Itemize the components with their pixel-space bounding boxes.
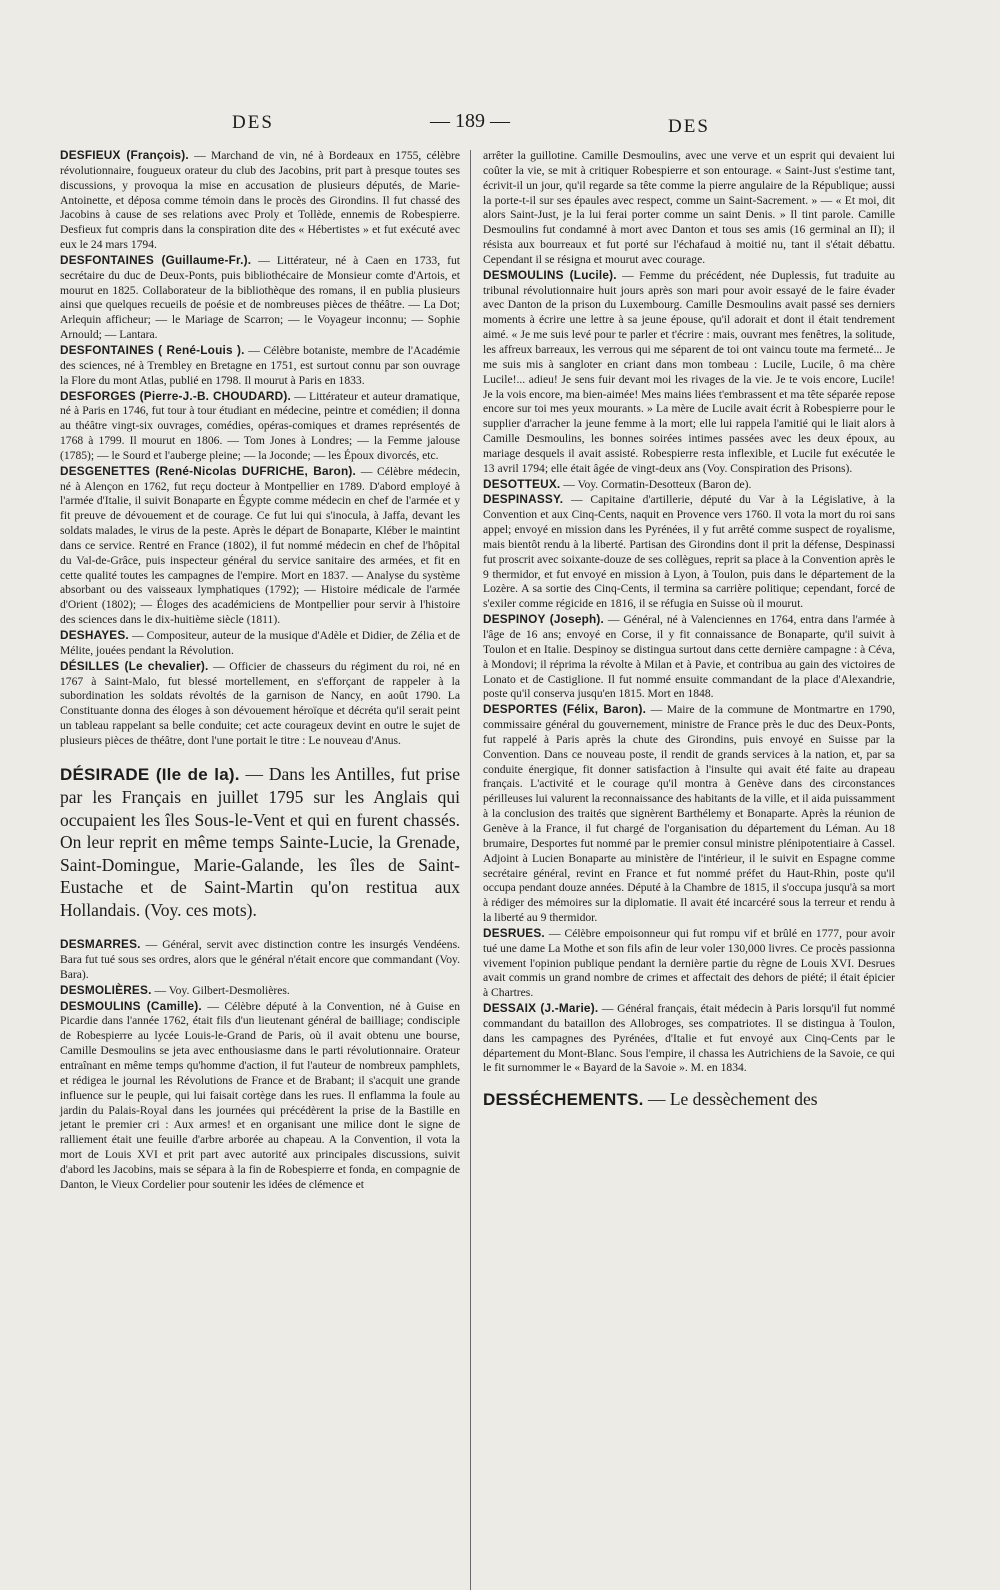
entry-body: — Général français, était médecin à Paris lorsqu'il fut nommé commandant du bataillon des Allobroges, ses compatriotes. Il se distingua à Toulon, dans les campagnes des Pyrénées, d'Italie et fut envoyé aux Cinq-Cents par le département du Mont-Blanc. Sous l'empire, il chassa les Autrichiens de la Savoie, ce qui le fit surnommer le « Bayard de la Savoie ». M. en 1834. xyxy=(483,1002,895,1075)
left-column xyxy=(60,148,460,1193)
entry-headword: DESMOLIÈRES. xyxy=(60,982,152,997)
running-head-right: DES xyxy=(668,116,710,137)
entry-headword: DESRUES. xyxy=(483,925,545,940)
entry-headword: DÉSILLES (Le chevalier). xyxy=(60,658,209,673)
entry-body: — Capitaine d'artillerie, député du Var à la Législative, à la Convention et aux Cinq-Cents, naquit en Provence vers 1760. Il vota la mort du roi sans appel; envoyé en mission dans les Pyrénées, il y fut arrêté comme suspect de royalisme, mais bientôt rendu à la liberté. Partisan des Girondins dont il prit la défense, Despinassi fut proscrit avec soixante-douze de ses collègues, reprit sa place à la Convention après le 9 thermidor, et fut envoyé en mission à Lyon, à Toulon, puis dans le département de la Lozère. A sa sortie des Cinq-Cents, il termina sa carrière politique; cependant, forcé de s'exiler comme régicide en 1816, il se réfugia en Suisse où il mourut. xyxy=(483,493,895,611)
dictionary-entry xyxy=(483,477,895,493)
entry-headword: DESSAIX (J.-Marie). xyxy=(483,1001,599,1016)
entry-headword: DESMOULINS (Lucile). xyxy=(483,267,617,282)
entry-headword: DESPINOY (Joseph). xyxy=(483,612,605,627)
entry-body: — Célèbre médecin, né à Alençon en 1762, fut reçu docteur à Montpellier en 1789. D'abord employé à l'armée d'Italie, il suivit Bonaparte en Égypte comme médecin en chef de l'armée et y fit preuve de dévouement et de courage. Ce fut lui qui s'inocula, à Jaffa, devant les soldats malades, le virus de la peste. Après le départ de Bonaparte, Kléber le maintint dans ce service. Rentré en France (1802), il fut nommé médecin en chef de l'hôpital du Val-de-Grâce, puis inspecteur général du service sanitaire des armées, et fit en cette qualité toutes les campagnes de l'empire. Mort en 1837. — Analyse du système absorbant ou des vaisseaux lymphatiques (1792); — Histoire médicale de l'armée d'Orient (1802); — Éloges des académiciens de Montpellier pour servir à l'histoire des sciences dans le dix-huitième siècle (1811). xyxy=(60,464,460,627)
entry-headword: DÉSIRADE (Ile de la). xyxy=(60,764,240,784)
entry-body: — Général, servit avec distinction contre les insurgés Vendéens. Bara fut tué sous ses ordres, alors que le général n'était encore que commandant (Voy. Bara). xyxy=(60,938,460,981)
dictionary-entry xyxy=(60,464,460,628)
entry-body: — Voy. Cormatin-Desotteux (Baron de). xyxy=(560,477,752,491)
dictionary-entry xyxy=(60,343,460,389)
entry-headword: DESGENETTES (René-Nicolas DUFRICHE, Baron). xyxy=(60,463,356,478)
right-column xyxy=(483,148,895,1111)
entry-body: — Compositeur, auteur de la musique d'Adèle et Didier, de Zélia et de Mélite, jouées pendant la Révolution. xyxy=(60,629,460,657)
dictionary-entry xyxy=(60,628,460,659)
entry-headword: DESOTTEUX. xyxy=(483,476,561,491)
dictionary-entry xyxy=(60,659,460,749)
entry-headword: DESHAYES. xyxy=(60,628,129,642)
entry-body: — Maire de la commune de Montmartre en 1790, commissaire général du gouvernement, ministre de France près le duc des Deux-Ponts, fut rappelé à Paris après la chute des Girondins, puis envoyé en Suisse par la Convention. Dans ce nouveau poste, il rendit de grands services à la nation, et, par sa conduite énergique, fit donner satisfaction à l'insulte qui avait été faite au drapeau français. L'activité et le courage qu'il montra à Genève dans des circonstances périlleuses lui valurent la reconnaissance des habitants de la ville, et il aida puissamment à la conclusion des traités que signèrent Barthélemy et Bonaparte. Après la réunion de Genève à la France, il fut chargé de l'organisation du département du Léman. Au 18 brumaire, Desportes fut nommé par le premier consul ministre plénipotentiaire à Cassel. Adjoint à Lucien Bonaparte au ministère de l'intérieur, il le suivit en Espagne comme secrétaire général, revint en France et fut nommé préfet du Haut-Rhin, poste qu'il occupa pendant douze années. Député à la Chambre de 1815, il s'occupa jusqu'à sa mort à rédiger des mémoires sur la diplomatie. Il avait été incarcéré sous la terreur et rendu à la liberté au 9 thermidor. xyxy=(483,703,895,925)
entry-headword: DESPINASSY. xyxy=(483,492,564,507)
dictionary-entry xyxy=(483,612,895,702)
running-head xyxy=(0,112,1000,142)
entry-headword: DESSÉCHEMENTS. xyxy=(483,1090,644,1110)
entry-body: — Célèbre empoisonneur qui fut rompu vif et brûlé en 1777, pour avoir tué une dame La Mothe et son fils afin de leur voler 130,000 livres. Ce procès passionna vivement l'opinion publique pendant la dernière partie du règne de Louis XVI. Desrues avait commis un grand nombre de crimes et affectait des dehors de piété; il était épicier à Chartres. xyxy=(483,926,895,1000)
dictionary-entry xyxy=(483,702,895,926)
entry-body: — Littérateur et auteur dramatique, né à Paris en 1746, fut tour à tour étudiant en médecine, peintre et comédien; il donna au théâtre vingt-six ouvrages, comédies, opéras-comiques et drames représentés de 1768 à 1799. Il mourut en 1806. — Tom Jones à Londres; — la Femme jalouse (1785); — le Sourd et l'auberge pleine; — la Joconde; — les Époux divorcés, etc. xyxy=(60,389,460,462)
dictionary-entry xyxy=(60,937,460,983)
entry-body: — Officier de chasseurs du régiment du roi, né en 1767 à Saint-Malo, fut blessé mortellement, en s'efforçant de rappeler à la subordination les soldats révoltés de la garnison de Nancy, en août 1790. La Constituante donna des éloges à son dévouement héroïque et décréta qu'il serait peint un tableau rappelant sa belle conduite; cet acte courageux devint en outre le sujet de plusieurs pièces de théâtre, dont l'une portait le titre : Le nouveau d'Anus. xyxy=(60,659,460,747)
dictionary-entry xyxy=(60,999,460,1193)
dictionary-entry xyxy=(483,492,895,612)
running-head-left: DES xyxy=(232,112,274,133)
entry-body: — Le dessèchement des xyxy=(643,1089,818,1110)
dictionary-entry xyxy=(483,148,895,268)
entry-headword: DESMOULINS (Camille). xyxy=(60,998,202,1013)
entry-body: — Célèbre député à la Convention, né à Guise en Picardie dans l'année 1762, était fils d'un lieutenant général de bailliage; condisciple de Robespierre au lycée Louis-le-Grand de Paris, où il avait obtenu une bourse, Camille Desmoulins se jeta avec enthousiasme dans le parti révolutionnaire. Orateur entraînant en même temps qu'homme d'action, il fut l'auteur de nombreux pamphlets, et rédigea le journal les Révolutions de France et de Brabant; il s'acquit une grande influence sur le peuple, qui lui faisait cortège dans les rues. Il enflamma la foule au jardin du Palais-Royal dans les journées qui précédèrent la prise de la Bastille en jetant le premier cri : Aux armes! et en organisant une milice dont le signe de ralliement était une feuille d'arbre arborée au chapeau. A la Convention, il vota la mort de Louis XVI et prit part avec autorité aux principales discussions, suivit d'abord les Jacobins, mais se sépara à la fin de Robespierre et fonda, en compagnie de Danton, le Vieux Cordelier pour soutenir les idées de clémence et xyxy=(60,999,461,1191)
entry-headword: DESFONTAINES ( René-Louis ). xyxy=(60,342,245,357)
dictionary-entry xyxy=(60,253,460,343)
dictionary-entry xyxy=(483,1001,895,1076)
dictionary-entry xyxy=(60,983,460,999)
entry-body: — Marchand de vin, né à Bordeaux en 1755, célèbre révolutionnaire, fougueux orateur du club des Jacobins, prit part à presque toutes ses discussions, y provoqua la mise en accusation de plusieurs députés, de Marie-Antoinette, et déposa comme témoin dans le procès des Girondins. Il fut chassé des Jacobins à cause de ses relations avec Proly et Tollède, ennemis de Robespierre. Desfieux fut compris dans la conspiration dite des « Hébertistes » et fut exécuté avec eux le 24 mars 1794. xyxy=(60,149,461,252)
entry-headword: DESMARRES. xyxy=(60,937,141,952)
entry-body: arrêter la guillotine. Camille Desmoulins, avec une verve et un esprit qui devaient lui coûter la vie, se mit à critiquer Robespierre et son entourage. « Saint-Just s'estime tant, écrivit-il un jour, qu'il regarde sa tête comme la pierre angulaire de la République; aussi la porte-t-il sur ses épaules avec respect, comme un Saint-Sacrement. » — « Et moi, dit alors Saint-Just, je la lui ferai porter comme un saint Denis. » Il tint parole. Camille Desmoulins fut condamné à mort avec Danton et tous ses amis (16 germinal an II); il résista aux bourreaux et fut porté sur l'échafaud à moitié nu, tant il s'était débattu. Cependant il se résigna et mourut avec courage. xyxy=(483,149,895,266)
page-number: — 189 — xyxy=(430,110,510,132)
entry-dessechements xyxy=(483,1088,895,1111)
entry-headword: DESFONTAINES (Guillaume-Fr.). xyxy=(60,252,252,267)
dictionary-entry xyxy=(483,926,895,1001)
column-divider xyxy=(470,150,471,1590)
entry-headword: DESPORTES (Félix, Baron). xyxy=(483,702,647,717)
entry-desirade xyxy=(60,763,460,922)
entry-body: — Littérateur, né à Caen en 1733, fut secrétaire du duc de Deux-Ponts, puis bibliothécaire de Monsieur comte d'Artois, et mourut en 1825. Collaborateur de la bibliothèque des romans, il en publia plusieurs ainsi que quelques recueils de poésie et de nombreuses pièces de théâtre. — La Dot; Arlequin afficheur; — le Mariage de Scarron; — le Voyageur inconnu; — Sophie Arnould; — Lantara. xyxy=(60,253,460,342)
entry-body: — Voy. Gilbert-Desmolières. xyxy=(151,983,290,997)
dictionary-entry xyxy=(60,389,460,464)
entry-body: — Célèbre botaniste, membre de l'Académie des sciences, né à Trembley en Bretagne en 1751, est surtout connu par son ouvrage la Flore du mont Atlas, publié en 1798. Il mourut à Paris en 1833. xyxy=(60,343,460,387)
entry-body: — Général, né à Valenciennes en 1764, entra dans l'armée à l'âge de 16 ans; envoyé en Corse, il y fit connaissance de Bonaparte, qu'il suivit à Toulon et en Italie. Despinoy se distingua surtout dans cette dernière campagne : à Céva, à Mondovi; il réprima la révolte à Milan et à Pavie, et contribua au gain des victoires de Lonato et de Castiglione. Il fut nommé ensuite commandant de la place d'Alexandrie, poste qu'il conserva jusqu'en 1815. Mort en 1848. xyxy=(483,613,896,701)
entry-body: — Dans les Antilles, fut prise par les Français en juillet 1795 sur les Anglais qui occupaient les îles Sous-le-Vent et qui en furent chassés. On leur reprit en même temps Sainte-Lucie, la Grenade, Saint-Domingue, Marie-Galande, les îles de Saint-Eustache et de Saint-Martin qu'on restitua aux Hollandais. (Voy. ces mots). xyxy=(60,763,460,920)
entry-headword: DESFORGES (Pierre-J.-B. CHOUDARD). xyxy=(60,388,291,403)
entry-headword: DESFIEUX (François). xyxy=(60,148,189,162)
entry-body: — Femme du précédent, née Duplessis, fut traduite au tribunal révolutionnaire huit jours après son mari pour avoir essayé de le faire évader avec Danton de la prison du Luxembourg. Camille Desmoulins avait passé ses derniers moments à écrire une lettre à sa jeune épouse, qu'il adorait et dont il était tendrement aimé. « Je me suis levé pour te parler et t'écrire : mais, ouvrant mes fenêtres, la solitude, les affreux barreaux, les verrous qui me séparent de toi ont vaincu toute ma fermeté... Je me suis mis à sangloter en criant dans mon tombeau : Lucile, Lucile, ô ma chère Lucile!... adieu! Je sens fuir devant moi les rivages de la vie. Je te vois encore, Lucile! Je la vois encore, ma bien-aimée! Mes mains liées t'embrassent et ma tête séparée repose encore sur toi mes yeux mourants. » La mère de Lucile avait écrit à Robespierre pour le supplier d'arracher la jeune femme à la mort; elle lui rappela l'amitié qui le liait alors à Camille Desmoulins, les bonnes soirées intimes passées avec les deux époux, au mariage desquels il avait assisté. Robespierre resta inflexible, et Lucile fut exécutée le 13 avril 1794; elle était âgée de vingt-deux ans (Voy. Conspiration des Prisons). xyxy=(483,268,896,475)
dictionary-entry xyxy=(483,268,895,477)
dictionary-entry xyxy=(60,148,460,253)
